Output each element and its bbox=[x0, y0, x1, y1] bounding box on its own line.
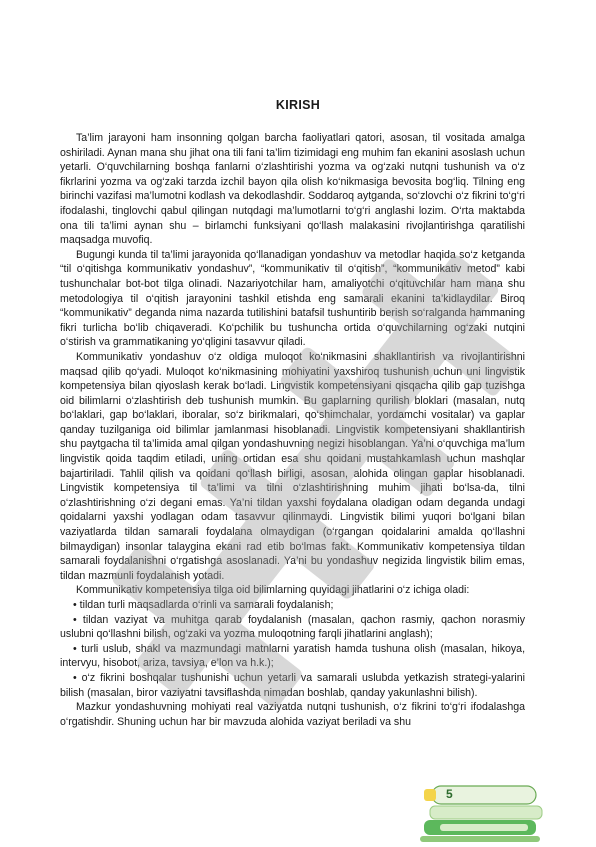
paragraph: Bugungi kunda til ta’limi jarayonida qo‘llanadigan yondashuv va metodlar haqida so‘z ketganda “til o‘qitishga kommunikativ yondashuv”, “kommunikativ til o‘qitish”, “kommunikativ metod” kabi tushunchalar bot-bot tilga olinadi. Nazariyotchilar ham, amaliyotchi o‘qituvchilar ham mana shu metodologiya til o‘qitish jarayonini tashkil etishda eng samarali ekanini ta’kidlaydilar. Biroq “kommunikativ” deganda nima nazarda tutilishini batafsil tushuntirib berish so‘ralganda hammaning fikri turlicha bo‘lib chiqaveradi. Ko‘pchilik bu tushuncha ortida o‘quvchilarning og‘zaki nutqini o‘stirish va grammatikaning yo‘qligini tasavvur qiladi. bbox=[60, 248, 525, 349]
paragraph: Mazkur yondashuvning mohiyati real vaziyatda nutqni tushunish, o‘z fikrini to‘g‘ri ifodalashga o‘rgatishdir. Shuning uchun har bir mavzuda alohida vaziyat beriladi va shu bbox=[60, 701, 525, 728]
list-item: • o‘z fikrini boshqalar tushunishi uchun yetarli va samarali uslubda yetkazish strategi-yalarini bilish (masalan, biror vaziyatni tavsiflashda nimadan boshlab, qanday yakunlashni bilish). bbox=[60, 671, 525, 700]
list-item: • tildan turli maqsadlarda o‘rinli va samarali foydalanish; bbox=[60, 598, 525, 613]
page-number: 5 bbox=[446, 787, 453, 801]
list-item: • turli uslub, shakl va mazmundagi matnlarni yaratish hamda tushuna olish (masalan, hikoya, intervyu, hisobot, ariza, tavsiya, e’lon va h.k.); bbox=[60, 642, 525, 671]
body-text bbox=[60, 131, 525, 729]
list-item: • tildan vaziyat va muhitga qarab foydalanish (masalan, qachon rasmiy, qachon norasmiy uslubni qo‘llashni bilish, og‘zaki va yozma muloqotning farqli jihatlarini anglash); bbox=[60, 613, 525, 642]
paragraph: Kommunikativ kompetensiya tilga oid bilimlarning quyidagi jihatlarini o‘z ichiga oladi: bbox=[76, 584, 470, 597]
paragraph: Ta’lim jarayoni ham insonning qolgan barcha faoliyatlari qatori, asosan, til vositada amalga oshiriladi. Aynan mana shu jihat ona tili fani ta’lim tizimidagi eng muhim fan ekanini asoslash uchun yetarli. O‘quvchilarning boshqa fanlarni o‘zlashtirishi yozma va og‘zaki nutqni tushunish va o‘z fikrlarini yozma va og‘zaki tarzda izchil bayon qila olish ko‘nikmasiga bevosita bog‘liq. Tilning eng birinchi vazifasi ma’lumotni kodlash va dekodlashdir. Soddaroq aytganda, so‘zlovchi o‘z fikrini to‘g‘ri ifodalashi, tinglovchi qabul qilingan nutqdagi ma’lumotlarni to‘g‘ri anglashi lozim. O‘rta maktabda ona tili ta’limi aynan shu – birlamchi funksiyani qo‘llash malakasini rivojlantirishga qaratilishi maqsadga muvofiq. bbox=[60, 132, 525, 247]
bullet-list bbox=[60, 598, 525, 700]
paragraph: Kommunikativ yondashuv o‘z oldiga muloqot ko‘nikmasini shakllantirish va rivojlantirishni maqsad qilib qo‘yadi. Muloqot ko‘nikmasining mohiyatini yaxshiroq tushunish uchun uni lingvistik kompetensiya bilan qiyoslash kerak bo‘ladi. Lingvistik kompetensiyani qisqacha qilib gap tuzishga oid bilimlarni o‘zlashtirish deb tushunish mumkin. Bu gaplarning qurilish bloklari (masalan, nutq bo‘laklari, gap bo‘laklari, iboralar, so‘z birikmalari, qo‘shimchalar, yordamchi vositalar) va gaplar qanday tuzilganiga oid bilimlar jamlanmasi hisoblanadi. Lingvistik kompetensiyani shakllantirish shu paytgacha til ta’limida amal qilgan yondashuvning negizi hisoblangan. Ya’ni o‘quvchiga ma’lum lingvistik qoida taqdim etiladi, uning ortidan esa shu qoidani mustahkamlash uchun mashqlar bajartiriladi. Tahlil qilish va qoidani qo‘llash birligi, asosan, alohida olingan gaplar hisoblanadi. Lingvistik kompetensiya til ta’limi va tilni o‘zlashtirishning muhim jihati bo‘lsa-da, tilni o‘zlashtirishning o‘zi degani emas. Ya’ni tildan yaxshi foydalana oladigan odam deganda undagi qoidalarni yaxshi yodlagan odam tasavvur qilinmaydi. Lingvistik bilimi yuqori bo‘lgani bilan vaziyatlarda tildan samarali foydalana olmaydigan (o‘rgangan qoidalarini amalda qo‘llashni bilmaydigan) insonlar talaygina ekani rad etib bo‘lmas fakt. Kommunikativ kompetensiya tildan samarali foydalanishni o‘rgatishga asoslanadi. Ya’ni bu yondashuv negizida lingvistik bilim emas, tildan mazmunli foydalanish yotadi. bbox=[60, 350, 525, 582]
page-title: KIRISH bbox=[275, 98, 321, 112]
page-number-graphic bbox=[420, 782, 596, 842]
